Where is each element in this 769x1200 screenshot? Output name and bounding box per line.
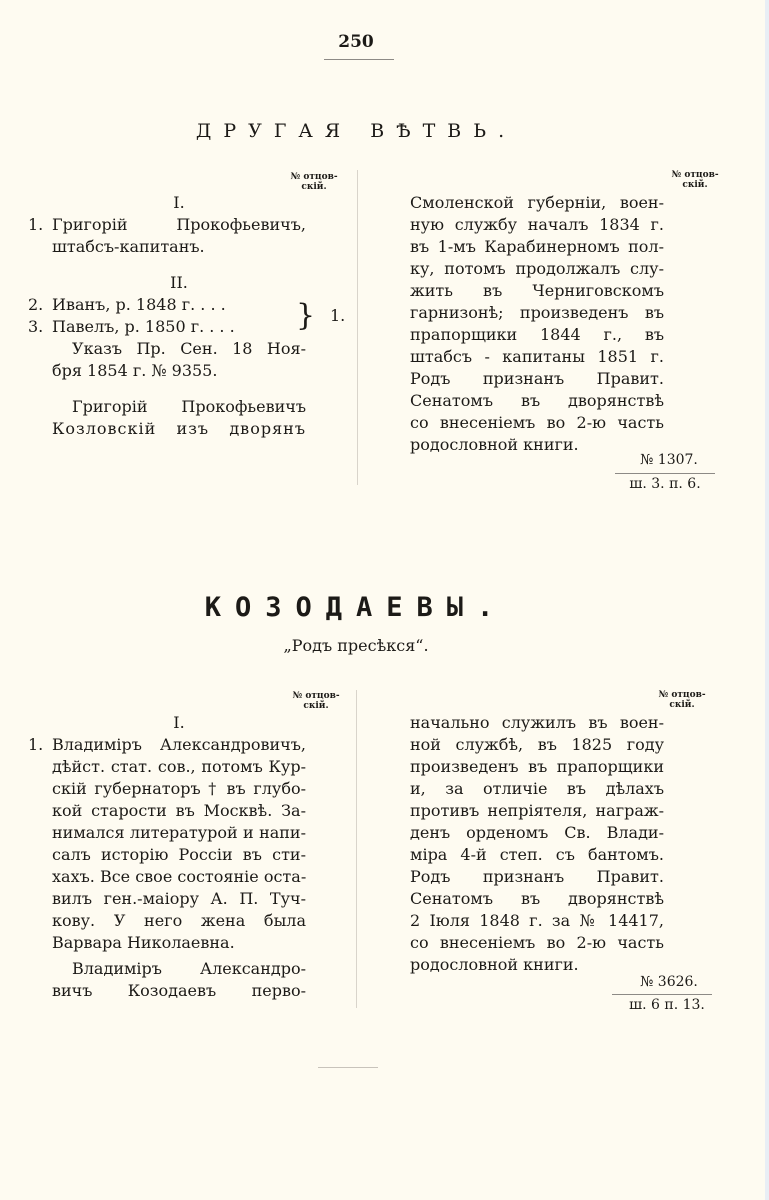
text-line: ную службу началъ 1834 г. xyxy=(410,215,664,234)
decree xyxy=(52,338,306,360)
text-line: денъ орденомъ Св. Влади- xyxy=(410,823,664,842)
text-line: со внесеніемъ во 2-ю часть xyxy=(410,933,664,952)
note-line: скій. xyxy=(669,700,695,710)
para-line: Григорій Прокофьевичъ xyxy=(72,397,306,416)
reference-number: № 1307. xyxy=(640,452,698,468)
entry-number: 1. xyxy=(28,735,44,754)
section1-left-column xyxy=(28,192,306,440)
generation-label: I. xyxy=(173,193,185,212)
entry-line: Варвара Николаевна. xyxy=(52,933,235,952)
page-number: 250 xyxy=(338,32,374,52)
entry-text: Павелъ, р. 1850 г. . . . xyxy=(52,317,235,336)
note-line: № отцов- xyxy=(292,691,340,701)
entry-1 xyxy=(28,734,307,954)
note-line: № отцов- xyxy=(671,170,719,180)
end-rule xyxy=(318,1067,378,1068)
text-line: штабсъ - капитаны 1851 г. xyxy=(410,347,664,366)
entry-3 xyxy=(28,316,306,338)
entry-number: 3. xyxy=(28,317,44,336)
note-line: № отцов- xyxy=(290,172,338,182)
entry-line: Григорій Прокофьевичъ, xyxy=(52,215,306,234)
reference-rule xyxy=(615,473,715,474)
section2-left-column xyxy=(28,712,307,1002)
entry-line: дѣйст. стат. сов., потомъ Кур- xyxy=(52,757,306,776)
column-divider xyxy=(356,690,357,1008)
entry-2 xyxy=(28,294,306,316)
entry-line: хахъ. Все свое состояніе оста- xyxy=(52,867,307,886)
text-line: родословной книги. xyxy=(410,955,579,974)
text-line: произведенъ въ прапорщики xyxy=(410,757,664,776)
note-line: скій. xyxy=(682,180,708,190)
paragraph xyxy=(52,958,306,980)
entry-line: салъ исторію Россіи въ сти- xyxy=(52,845,306,864)
reference-rule xyxy=(612,994,712,995)
text-line: Смоленской губерніи, воен- xyxy=(410,193,664,212)
para-line: вичъ Козодаевъ перво- xyxy=(52,981,306,1000)
note-line: скій. xyxy=(301,182,327,192)
text-line: начально служилъ въ воен- xyxy=(410,713,664,732)
text-line: со внесеніемъ во 2-ю часть xyxy=(410,413,664,432)
section-subtitle: „Родъ пресѣкся“. xyxy=(283,636,429,655)
text-line: ной службѣ, въ 1825 году xyxy=(410,735,664,754)
text-line: родословной книги. xyxy=(410,435,579,454)
entry-number: 1. xyxy=(28,215,44,234)
text-line: Родъ признанъ Правит. xyxy=(410,867,664,886)
entry-number: 2. xyxy=(28,295,44,314)
column-note-left xyxy=(289,172,339,192)
text-line: ку, потомъ продолжалъ слу- xyxy=(410,259,664,278)
column-divider xyxy=(357,170,358,485)
entry-line: кову. У него жена была xyxy=(52,911,306,930)
text-line: гарнизонѣ; произведенъ въ xyxy=(410,303,664,322)
entry-line: нимался литературой и напи- xyxy=(52,823,306,842)
text-line: жить въ Черниговскомъ xyxy=(410,281,664,300)
text-line: Сенатомъ въ дворянствѣ xyxy=(410,889,664,908)
section-heading-other-branch: ДРУГАЯ ВѢТВЬ. xyxy=(195,120,517,142)
reference-location: ш. 3. п. 6. xyxy=(629,476,701,492)
decree-line: Указъ Пр. Сен. 18 Ноя- xyxy=(72,339,306,358)
para-line: Козловскій изъ дворянъ xyxy=(52,419,306,438)
column-note-left xyxy=(291,691,341,711)
text-line: и, за отличіе въ дѣлахъ xyxy=(410,779,664,798)
text-line: міра 4-й степ. съ бантомъ. xyxy=(410,845,664,864)
entry-line: вилъ ген.-маіору А. П. Туч- xyxy=(52,889,306,908)
paragraph xyxy=(52,396,306,418)
page-edge xyxy=(765,0,769,1200)
note-line: скій. xyxy=(303,701,329,711)
column-note-right xyxy=(670,170,720,190)
entry-text: Иванъ, р. 1848 г. . . . xyxy=(52,295,226,314)
para-line: Владиміръ Александро- xyxy=(72,959,306,978)
column-note-right xyxy=(657,690,707,710)
reference-location: ш. 6 п. 13. xyxy=(629,997,705,1013)
text-line: Родъ признанъ Правит. xyxy=(410,369,664,388)
entry-line: кой старости въ Москвѣ. За- xyxy=(52,801,306,820)
section-heading-kozodaevy: КОЗОДАЕВЫ. xyxy=(204,592,508,623)
generation-label: II. xyxy=(170,273,188,292)
text-line: противъ непріятеля, награж- xyxy=(410,801,664,820)
note-line: № отцов- xyxy=(658,690,706,700)
text-line: 2 Іюля 1848 г. за № 14417, xyxy=(410,911,664,930)
entry-line: Владиміръ Александровичъ, xyxy=(52,735,306,754)
section2-right-column xyxy=(410,712,664,976)
text-line: прапорщики 1844 г., въ xyxy=(410,325,664,344)
decree-line: бря 1854 г. № 9355. xyxy=(52,361,218,380)
reference-number: № 3626. xyxy=(640,974,698,990)
entry-1 xyxy=(28,214,306,258)
text-line: въ 1-мъ Карабинерномъ пол- xyxy=(410,237,664,256)
entry-line: штабсъ-капитанъ. xyxy=(52,237,205,256)
section1-right-column xyxy=(410,192,664,456)
generation-label: I. xyxy=(173,713,185,732)
entry-line: скій губернаторъ † въ глубо- xyxy=(52,779,306,798)
brace-symbol: } xyxy=(296,298,316,333)
brace-reference: 1. xyxy=(330,306,346,325)
page-number-rule xyxy=(324,59,394,60)
text-line: Сенатомъ въ дворянствѣ xyxy=(410,391,664,410)
